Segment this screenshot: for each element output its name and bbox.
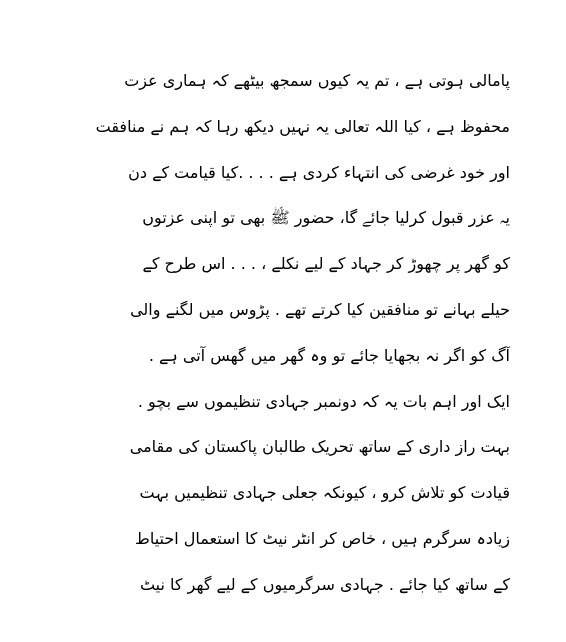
text-line: محفوظ ہے ، کیا اللہ تعالی یہ نہیں دیکھ رہا کہ ہم نے منافقت [95,116,510,136]
text-line: آگ کو اگر نہ بجھایا جائے تو وہ گھر میں گھس آتی ہے . [148,345,510,365]
text-line: یہ عزر قبول کرلیا جائے گا، حضور ﷺ بھی تو اپنی عزتوں [142,208,510,228]
text-line: زیادہ سرگرم ہیں ، خاص کر انٹر نیٹ کا استعمال احتیاط [135,528,510,548]
text-line: کو گھر پر چھوڑ کر جہاد کے لیے نکلے ، . . . اس طرح کے [142,254,510,274]
urdu-text-block [64,58,510,608]
text-line: قیادت کو تلاش کرو ، کیونکہ جعلی جہادی تنظیمیں بہت [139,483,510,503]
text-line: اور خود غرضی کی انتہاء کردی ہے . . . .کیا قیامت کے دن [128,162,510,182]
text-line: پامالی ہوتی ہے ، تم یہ کیوں سمجھ بیٹھے کہ ہماری عزت [124,71,510,90]
text-line: حیلے بہانے تو منافقین کیا کرتے تھے . پڑوس میں لگنے والی [130,299,510,319]
text-line: بہت راز داری کے ساتھ تحریک طالبان پاکستان کی مقامی [129,437,510,457]
text-line: کے ساتھ کیا جائے . جہادی سرگرمیوں کے لیے گھر کا نیٹ [139,574,510,594]
text-line: ایک اور اہم بات یہ کہ دونمبر جہادی تنظیموں سے بچو . [137,391,510,411]
